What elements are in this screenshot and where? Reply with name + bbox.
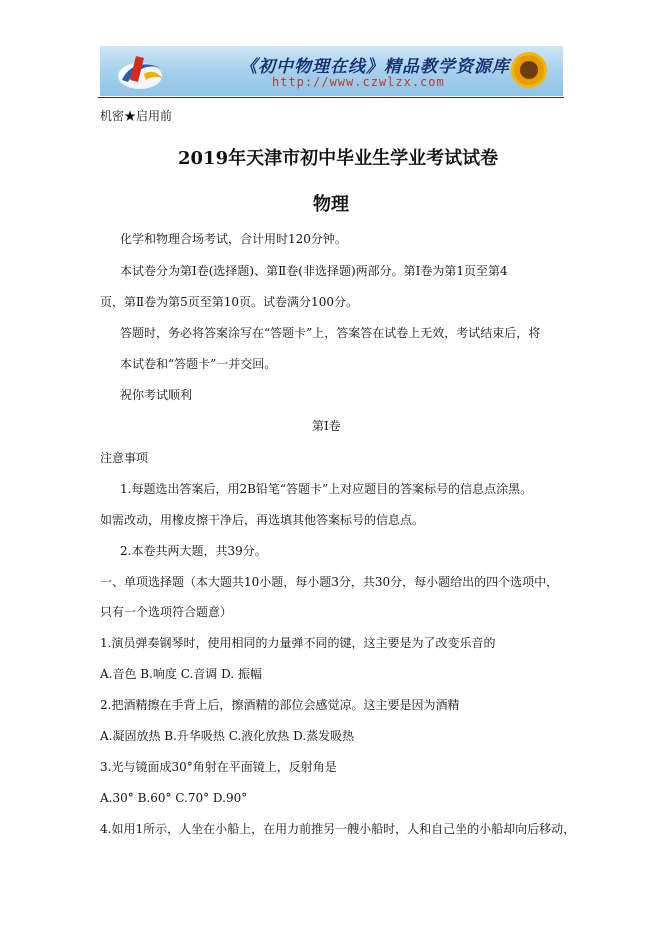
- banner-title: 《初中物理在线》精品教学资源库: [240, 57, 510, 77]
- intro-line: 页，第Ⅱ卷为第5页至第10页。试卷满分100分。: [100, 295, 358, 309]
- intro-line: 本试卷分为第Ⅰ卷(选择题)、第Ⅱ卷(非选择题)两部分。第Ⅰ卷为第1页至第4: [120, 264, 508, 278]
- notice-line: 1.每题选出答案后，用2B铅笔“答题卡”上对应题目的答案标号的信息点涂黑。: [120, 482, 533, 496]
- site-banner: [100, 46, 563, 96]
- notice-line: 2.本卷共两大题，共39分。: [120, 544, 267, 558]
- question-2-options: A.凝固放热 B.升华吸热 C.液化放热 D.蒸发吸热: [100, 729, 355, 743]
- subject-title: 物理: [313, 194, 349, 215]
- question-1-options: A.音色 B.响度 C.音调 D. 振幅: [100, 667, 262, 681]
- notice-title: 注意事项: [100, 451, 149, 465]
- header-rule: [98, 97, 564, 98]
- question-3-options: A.30° B.60° C.70° D.90°: [100, 791, 248, 805]
- volume-heading: 第Ⅰ卷: [312, 419, 341, 433]
- site-logo-icon: [114, 50, 170, 92]
- intro-line: 答题时，务必将答案涂写在“答题卡”上，答案答在试卷上无效，考试结束后，将: [120, 326, 541, 340]
- exam-title: 2019年天津市初中毕业生学业考试试卷: [178, 148, 499, 169]
- intro-line: 化学和物理合场考试，合计用时120分钟。: [120, 232, 347, 246]
- notice-line: 如需改动，用橡皮擦干净后，再选填其他答案标号的信息点。: [100, 513, 425, 527]
- question-3: 3.光与镜面成30°角射在平面镜上，反射角是: [100, 760, 337, 774]
- confidential-label: 机密★启用前: [100, 109, 173, 123]
- intro-line: 祝你考试顺利: [120, 388, 193, 402]
- intro-line: 本试卷和“答题卡”一并交回。: [120, 357, 277, 371]
- sunflower-icon: [499, 48, 557, 94]
- section-heading: 只有一个选项符合题意）: [100, 605, 233, 619]
- section-heading: 一、单项选择题（本大题共10小题，每小题3分，共30分，每小题给出的四个选项中，: [100, 575, 559, 589]
- banner-url[interactable]: http://www.czwlzx.com: [272, 75, 445, 89]
- question-4: 4.如用1所示，人坐在小船上，在用力前推另一艘小船时，人和自己坐的小船却向后移动，: [100, 822, 576, 836]
- question-1: 1.演员弹奏钢琴时，使用相同的力量弹不同的键，这主要是为了改变乐音的: [100, 636, 496, 650]
- question-2: 2.把酒精擦在手背上后，擦酒精的部位会感觉凉。这主要是因为酒精: [100, 698, 460, 712]
